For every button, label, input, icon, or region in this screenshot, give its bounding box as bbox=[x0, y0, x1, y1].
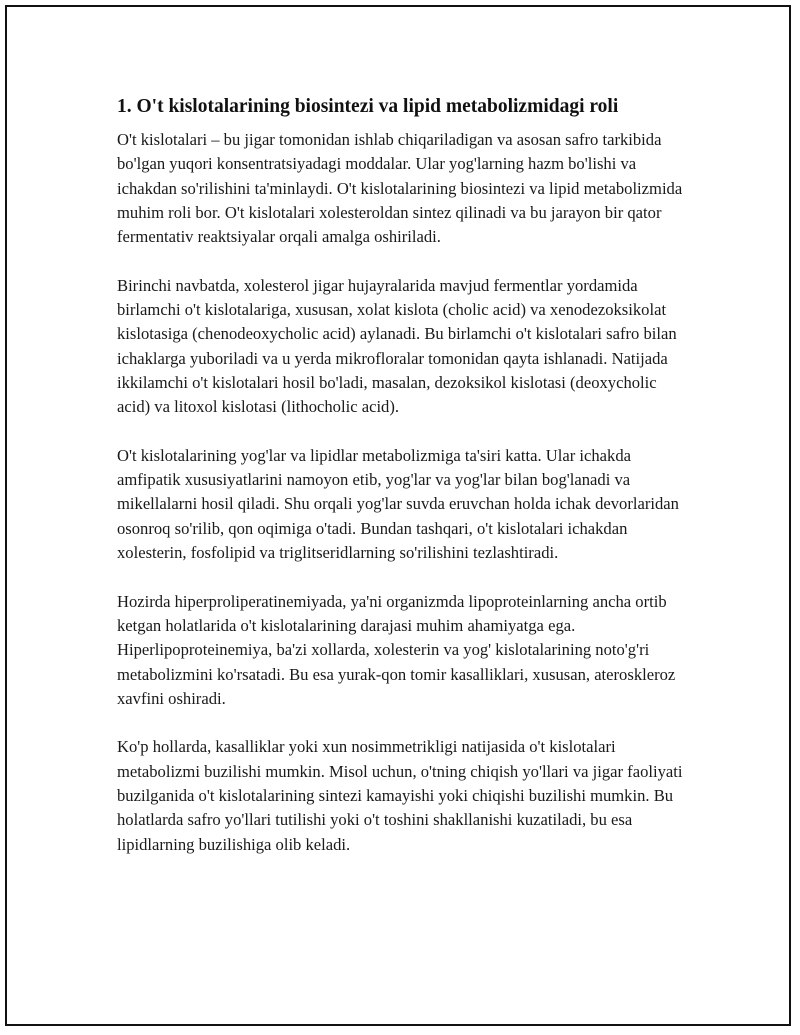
paragraph-lipid-effect: O't kislotalarining yog'lar va lipidlar metabolizmiga ta'siri katta. Ular ichakda amfipatik xususiyatlarini namoyon etib, yog'lar va yog'lar bilan bog'lanadi va mikellalarni hosil qiladi. Shu orqali yog'lar suvda eruvchan holda ichak devorlaridan osonroq so'rilib, qon oqimiga o'tadi. Bundan tashqari, o't kislotalari ichakdan xolesterin, fosfolipid va triglitseridlarning so'rilishini tezlashtiradi. bbox=[117, 445, 679, 563]
paragraph-intro: O't kislotalari – bu jigar tomonidan ishlab chiqariladigan va asosan safro tarkibida bo'lgan yuqori konsentratsiyadagi moddalar. Ular yog'larning hazm bo'lishi va ichakdan so'rilishini ta'minlaydi. O't kislotalarining biosintezi va lipid metabolizmida muhim roli bor. O't kislotalari xolesteroldan sintez qilinadi va bu jarayon bir qator fermentativ reaktsiyalar orqali amalga oshiriladi. bbox=[117, 130, 683, 247]
paragraph-disorders: Ko'p hollarda, kasalliklar yoki xun nosimmetrikligi natijasida o't kislotalari metabolizmi buzilishi mumkin. Misol uchun, o'tning chiqish yo'llari va jigar faoliyati buzilganida o't kislotalarining sintezi kamayishi yoki chiqishi buzilishi mumkin. Bu holatlarda safro yo'llari tutilishi yoki o't toshini shakllanishi kuzatiladi, bu esa lipidlarning buzilishiga olib keladi. bbox=[117, 737, 683, 854]
paragraph-primary-acids: Birinchi navbatda, xolesterol jigar hujayralarida mavjud fermentlar yordamida birlamchi o't kislotalariga, xususan, xolat kislota (cholic acid) va xenodezoksikolat kislotasiga (chenodeoxycholic acid) aylanadi. Bu birlamchi o't kislotalari safro bilan ichaklarga yuboriladi va u yerda mikrofloralar tomonidan qayta ishlanadi. Natijada ikkilamchi o't kislotalari hosil bo'ladi, masalan, dezoksikol kislotasi (deoxycholic acid) va litoxol kislotasi (lithocholic acid). bbox=[117, 275, 677, 417]
section-title: 1. O't kislotalarining biosintezi va lipid metabolizmidagi roli bbox=[117, 96, 619, 117]
document-body bbox=[117, 94, 689, 881]
paragraph-hyperlipoproteinemia: Hozirda hiperproliperatinemiyada, ya'ni organizmda lipoproteinlarning ancha ortib ketgan holatlarida o't kislotalarining darajasi muhim ahamiyatga ega. Hiperlipoproteinemiya, ba'zi xollarda, xolesterin va yog' kislotalarining noto'g'ri metabolizmini ko'rsatadi. Bu esa yurak-qon tomir kasalliklari, xususan, ateroskleroz xavfini oshiradi. bbox=[117, 591, 676, 708]
